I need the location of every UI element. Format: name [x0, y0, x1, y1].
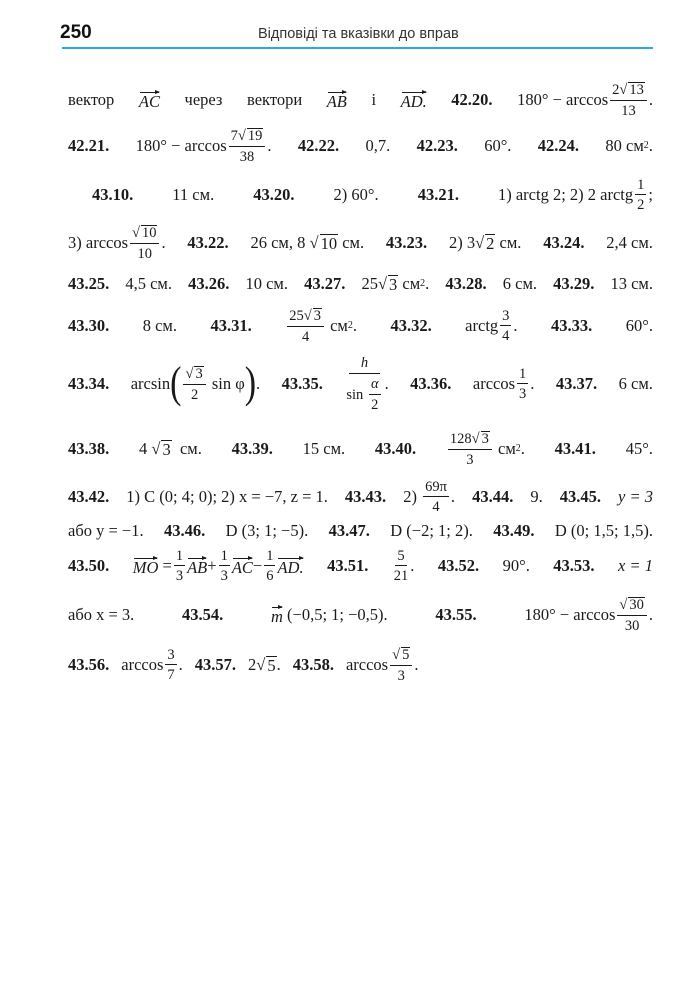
denominator: 6: [266, 568, 274, 584]
text: =: [162, 555, 172, 575]
answer-value: 4 √ 3 см.: [139, 438, 202, 459]
denominator: 2: [371, 396, 379, 413]
fraction: [219, 549, 230, 584]
fraction: [635, 178, 646, 213]
exercise-number: 43.54.: [182, 604, 224, 624]
right-paren: ): [244, 359, 257, 408]
fraction: [423, 480, 449, 515]
answer-value: 2) 3 √ 2 см.: [448, 232, 522, 253]
text: .: [648, 89, 653, 109]
radicand: 3: [481, 430, 489, 447]
answer-value: 2) 60°.: [333, 184, 379, 204]
exercise-number: 42.23.: [416, 135, 458, 155]
denominator: 4: [432, 499, 440, 515]
text: .: [267, 135, 272, 155]
text: 4: [139, 438, 148, 458]
text: .: [161, 232, 166, 252]
denominator: 3: [397, 667, 405, 684]
superscript: 2: [420, 278, 426, 289]
text: 3) arccos: [68, 232, 129, 252]
answer-value: [285, 308, 357, 345]
exercise-number: 43.53.: [553, 555, 595, 575]
text: .: [384, 373, 389, 393]
text: через: [184, 89, 223, 109]
exercise-number: 43.50.: [68, 555, 110, 575]
text: 180° − arccos: [517, 89, 609, 109]
exercise-number: 43.32.: [390, 315, 432, 335]
fraction: [264, 549, 275, 584]
fraction: [165, 648, 176, 683]
answer-line-7: [68, 350, 653, 418]
denominator: 21: [393, 568, 409, 584]
exercise-number: 43.35.: [281, 373, 323, 393]
exercise-number: 43.38.: [68, 438, 110, 458]
exercise-number: 42.20.: [451, 89, 493, 109]
radicand: 5: [402, 646, 410, 663]
exercise-number: 43.47.: [328, 520, 370, 540]
exercise-number: 43.41.: [554, 438, 596, 458]
denominator: 4: [502, 328, 510, 344]
text: .: [414, 654, 419, 674]
text: і: [371, 89, 377, 109]
exercise-number: 43.22.: [187, 232, 229, 252]
vector-ab: AB: [187, 557, 208, 577]
exercise-number: 43.27.: [304, 273, 346, 293]
answer-value: 10 см.: [245, 273, 288, 293]
exercise-number: 42.24.: [537, 135, 580, 155]
fraction: √ 5 3: [390, 647, 412, 684]
answer-value: [524, 597, 653, 634]
exercise-number: 43.21.: [417, 184, 459, 204]
superscript: 2: [347, 320, 353, 331]
text: см: [498, 438, 516, 458]
answer-value: 2,4 см.: [606, 232, 653, 252]
radicand: 2: [486, 233, 495, 253]
radicand: 30: [629, 596, 644, 613]
answer-value: 8 см.: [142, 315, 177, 335]
exercise-number: 43.28.: [445, 273, 487, 293]
page-number: 250: [60, 22, 92, 43]
denominator: 3: [466, 451, 474, 468]
answer-value: 15 см.: [302, 438, 346, 458]
numerator: 1: [264, 549, 275, 567]
answer-value: x = 1: [618, 555, 653, 575]
numerator: 3: [500, 309, 511, 327]
denominator: 3: [220, 568, 228, 584]
exercise-number: 43.52.: [437, 555, 480, 575]
text: .: [410, 555, 415, 575]
radicand: 10: [320, 233, 338, 253]
exercise-number: 43.39.: [231, 438, 273, 458]
exercise-number: 43.29.: [553, 273, 595, 293]
answer-value: 0,7.: [365, 135, 391, 155]
numerator: 69π: [423, 480, 449, 498]
exercise-number: 43.20.: [253, 184, 295, 204]
exercise-number: 43.37.: [555, 373, 598, 393]
answer-value: 2 √ 5 .: [248, 654, 281, 675]
numerator: 1: [219, 549, 230, 567]
exercise-number: 43.25.: [68, 273, 110, 293]
text: 2) 3: [448, 232, 476, 252]
text: .: [520, 438, 525, 458]
radicand: 3: [162, 439, 171, 459]
answer-value: або x = 3.: [68, 604, 135, 624]
answer-value: 25 √ 3 см 2 .: [361, 273, 430, 294]
exercise-number: 43.40.: [374, 438, 417, 458]
text: +: [207, 555, 217, 575]
fraction: 25 √ 3 4: [287, 308, 324, 345]
radicand: 3: [389, 274, 398, 294]
numerator: 5: [395, 549, 406, 567]
answer-value: [346, 647, 418, 684]
text: −: [252, 555, 263, 575]
inner-fraction: [369, 377, 381, 412]
answer-value: D (−2; 1; 2).: [390, 520, 473, 540]
exercise-number: 43.26.: [188, 273, 230, 293]
denominator: 2: [637, 197, 645, 213]
fraction: √ 10 10: [130, 225, 159, 262]
exercise-number: 43.58.: [292, 654, 334, 674]
answer-line-4: [68, 220, 653, 266]
fraction: √ 3 2: [183, 366, 205, 403]
fraction: √ 30 30: [617, 597, 646, 634]
exercise-number: 43.34.: [68, 373, 110, 393]
text: arccos: [345, 654, 389, 674]
answer-value: [473, 367, 535, 402]
running-header-title: Відповіді та вказівки до вправ: [258, 26, 459, 42]
exercise-number: 43.49.: [493, 520, 535, 540]
answer-value: [392, 549, 415, 584]
superscript: 2: [515, 443, 521, 454]
numerator: 25: [289, 307, 304, 324]
vector-m: m: [270, 606, 283, 626]
denominator: 3: [519, 386, 527, 402]
denominator: 30: [624, 617, 640, 634]
answer-value: [403, 480, 455, 515]
exercise-number: 43.51.: [327, 555, 369, 575]
numerator: 2: [612, 81, 620, 98]
answer-value: [517, 82, 653, 119]
text: см.: [179, 438, 202, 458]
vector-ac: AC: [231, 557, 253, 577]
text: 25: [361, 273, 378, 293]
exercise-number: 43.56.: [68, 654, 110, 674]
exercise-number: 43.42.: [68, 486, 110, 506]
text: arccos: [121, 654, 164, 674]
text: вектор: [68, 89, 115, 109]
denominator: 2: [190, 386, 199, 403]
text: .: [513, 315, 518, 335]
header-rule: [62, 47, 653, 49]
vector-mo: MO: [132, 557, 159, 577]
answer-value: D (3; 1; −5).: [225, 520, 309, 540]
vector-ad: AD.: [277, 557, 304, 577]
text: arccos: [472, 373, 516, 393]
fraction: [346, 356, 382, 413]
answer-value: [136, 128, 272, 165]
exercise-number: 43.43.: [344, 486, 387, 506]
exercise-number: 42.22.: [297, 135, 340, 155]
text: см: [330, 315, 348, 335]
answer-value: [133, 549, 304, 584]
answer-value: [446, 431, 525, 468]
exercise-number: 43.57.: [194, 654, 237, 674]
radicand: 10: [141, 224, 157, 241]
exercise-number: 43.55.: [435, 604, 477, 624]
answer-line-5: [68, 270, 653, 298]
answer-line-1: [68, 78, 653, 122]
fraction: [500, 309, 511, 344]
left-paren: (: [170, 359, 182, 408]
answer-value: 60°.: [484, 135, 512, 155]
text: 1) arctg 2; 2) 2 arctg: [497, 184, 634, 204]
answer-line-9: [68, 474, 653, 520]
answer-line-8: [68, 424, 653, 474]
numerator: 128: [449, 430, 472, 447]
answer-value: [68, 225, 166, 262]
text: ;: [648, 184, 653, 204]
numerator: α: [369, 377, 381, 395]
denominator-func: sin: [346, 386, 364, 403]
text: 180° − arccos: [135, 135, 227, 155]
text: см.: [499, 232, 522, 252]
answer-value: 6 см.: [618, 373, 653, 393]
text: см.: [342, 232, 365, 252]
text: .: [352, 315, 357, 335]
text: 2: [248, 654, 257, 674]
text: .: [648, 604, 653, 624]
text: .: [648, 135, 653, 155]
text: вектори: [247, 89, 303, 109]
fraction: [394, 549, 409, 584]
answer-value: [605, 135, 653, 155]
text: arcsin: [130, 373, 171, 393]
numerator: 1: [517, 367, 528, 385]
text: .: [276, 654, 281, 674]
exercise-number: 43.23.: [385, 232, 428, 252]
answer-value: 45°.: [625, 438, 653, 458]
numerator: h: [349, 356, 380, 375]
answer-value: 60°.: [625, 315, 653, 335]
text: .: [425, 273, 430, 293]
text: sin φ: [211, 373, 245, 393]
text: см: [402, 273, 421, 293]
exercise-number: 43.33.: [551, 315, 593, 335]
text: 2): [403, 486, 417, 506]
answer-value: 11 см.: [172, 184, 215, 204]
fraction: 2 √ 13 13: [610, 82, 647, 119]
text: 26 см, 8: [250, 232, 306, 252]
answer-line-6: [68, 303, 653, 349]
radicand: 19: [247, 127, 263, 144]
denominator: 4: [301, 328, 310, 345]
answer-value: або y = −1.: [68, 520, 144, 540]
radicand: 5: [267, 655, 276, 675]
answer-line-11: [68, 543, 653, 589]
fraction: [517, 367, 528, 402]
exercise-number: 43.44.: [472, 486, 514, 506]
answer-line-13: [68, 640, 653, 690]
exercise-number: 42.21.: [68, 135, 110, 155]
answer-line-12: [68, 592, 653, 638]
text: 180° − arccos: [524, 604, 616, 624]
exercise-number: 43.45.: [559, 486, 601, 506]
answer-value: [465, 309, 517, 344]
answer-value: [344, 356, 388, 413]
answer-value: [271, 605, 388, 626]
exercise-number: 43.24.: [543, 232, 585, 252]
numerator: 1: [635, 178, 646, 196]
denominator: 7: [167, 667, 175, 683]
text: .: [256, 373, 261, 393]
radicand: 3: [313, 307, 321, 324]
radicand: 3: [195, 365, 203, 382]
fraction: 128 √ 3 3: [448, 431, 492, 468]
superscript: 2: [643, 140, 649, 151]
exercise-number: 43.46.: [163, 520, 206, 540]
numerator: 1: [174, 549, 185, 567]
answer-line-3: [92, 172, 653, 218]
answer-value: 1) C (0; 4; 0); 2) x = −7, z = 1.: [126, 486, 328, 506]
exercise-number: 43.10.: [92, 184, 134, 204]
answer-value: 26 см, 8 √ 10 см.: [250, 232, 365, 253]
answer-value: 4,5 см.: [125, 273, 172, 293]
radicand: 13: [629, 81, 644, 98]
text: .: [450, 486, 456, 506]
answer-value: 90°.: [502, 555, 530, 575]
answer-value: [130, 359, 261, 408]
text: .: [530, 373, 535, 393]
text: .: [178, 654, 183, 674]
answer-value: D (0; 1,5; 1,5).: [554, 520, 653, 540]
numerator: 3: [165, 648, 176, 666]
answer-line-10: [68, 520, 653, 542]
vector-ab: AB: [326, 91, 347, 111]
denominator: 38: [239, 148, 255, 165]
answer-line-2: [68, 124, 653, 168]
answer-value: 9.: [530, 486, 543, 506]
exercise-number: 43.36.: [410, 373, 452, 393]
denominator: 10: [137, 245, 152, 262]
fraction: 7 √ 19 38: [229, 128, 266, 165]
vector-ac: AC: [138, 91, 160, 111]
denominator: 3: [175, 568, 184, 584]
answer-value: 6 см.: [502, 273, 538, 293]
answer-value: [121, 648, 183, 683]
text: arctg: [465, 315, 499, 335]
fraction: [174, 549, 185, 584]
denominator: 13: [621, 102, 636, 119]
text: (−0,5; 1; −0,5).: [287, 604, 388, 624]
answer-value: 13 см.: [610, 273, 653, 293]
answer-value: [498, 178, 653, 213]
exercise-number: 43.31.: [210, 315, 252, 335]
text: 80 см: [605, 135, 644, 155]
answer-value: y = 3: [618, 486, 653, 506]
exercise-number: 43.30.: [68, 315, 110, 335]
numerator: 7: [230, 127, 238, 144]
vector-ad: AD.: [400, 91, 427, 111]
